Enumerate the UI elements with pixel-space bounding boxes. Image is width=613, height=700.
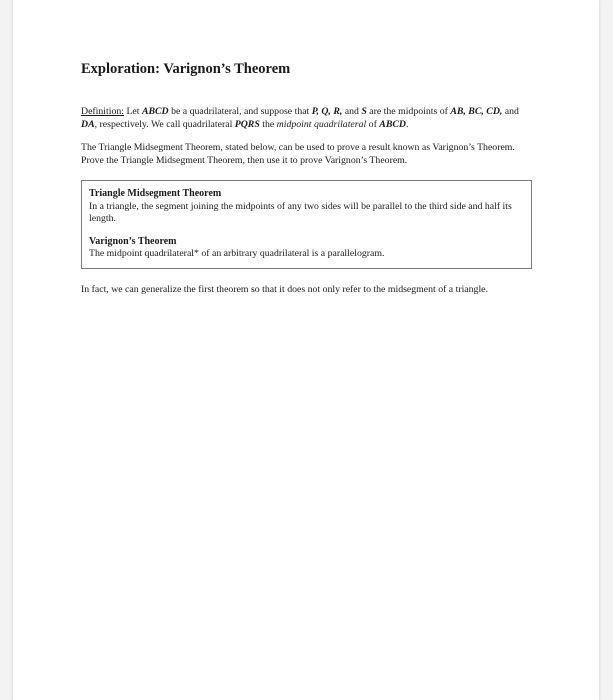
definition-paragraph [81,106,531,131]
definition-text-6: , respectively. We call quadrilateral [94,118,235,130]
side-da: DA [81,118,95,130]
definition-text-7: the [259,118,277,130]
document-page [13,0,599,700]
document-content [81,60,531,296]
defined-term: midpoint quadrilateral [276,118,367,130]
theorem-box [81,180,532,269]
theorem-heading: Varignon’s Theorem [89,235,177,247]
theorem-statement: In a triangle, the segment joining the midpoints of any two sides will be parallel to the third side and half its length. [89,200,512,224]
theorem-heading: Triangle Midsegment Theorem [89,188,222,199]
definition-label: Definition: [81,106,124,117]
page-title: Exploration: Varignon’s Theorem [81,61,291,77]
theorem-block [89,236,525,261]
definition-text-9: . [405,118,409,130]
side-names: AB, BC, CD, [450,106,503,117]
intro-paragraph: The Triangle Midsegment Theorem, stated below, can be used to prove a result known as Varignon’s Theorem. Prove the Triangle Midsegment Theorem, then use it to prove Varignon’s Theorem. [81,142,515,166]
midpoint-names: P, Q, R, [311,106,343,117]
midpoint-s: S [361,106,367,117]
definition-text-3: and [342,106,362,117]
definition-text-4: are the midpoints of [366,106,451,117]
theorem-block [89,188,525,226]
quadrilateral-name: ABCD [141,106,169,117]
definition-text-2: be a quadrilateral, and suppose that [168,106,312,117]
midpoint-quadrilateral-name: PQRS [234,118,260,130]
definition-text-8: of [366,118,380,130]
theorem-statement: The midpoint quadrilateral* of an arbitrary quadrilateral is a parallelogram. [89,248,385,259]
definition-text-1: Let [124,106,142,117]
definition-text-5: and [502,106,519,117]
quadrilateral-name-2: ABCD [379,118,406,130]
closing-paragraph: In fact, we can generalize the first theorem so that it does not only refer to the midsegment of a triangle. [81,283,488,295]
